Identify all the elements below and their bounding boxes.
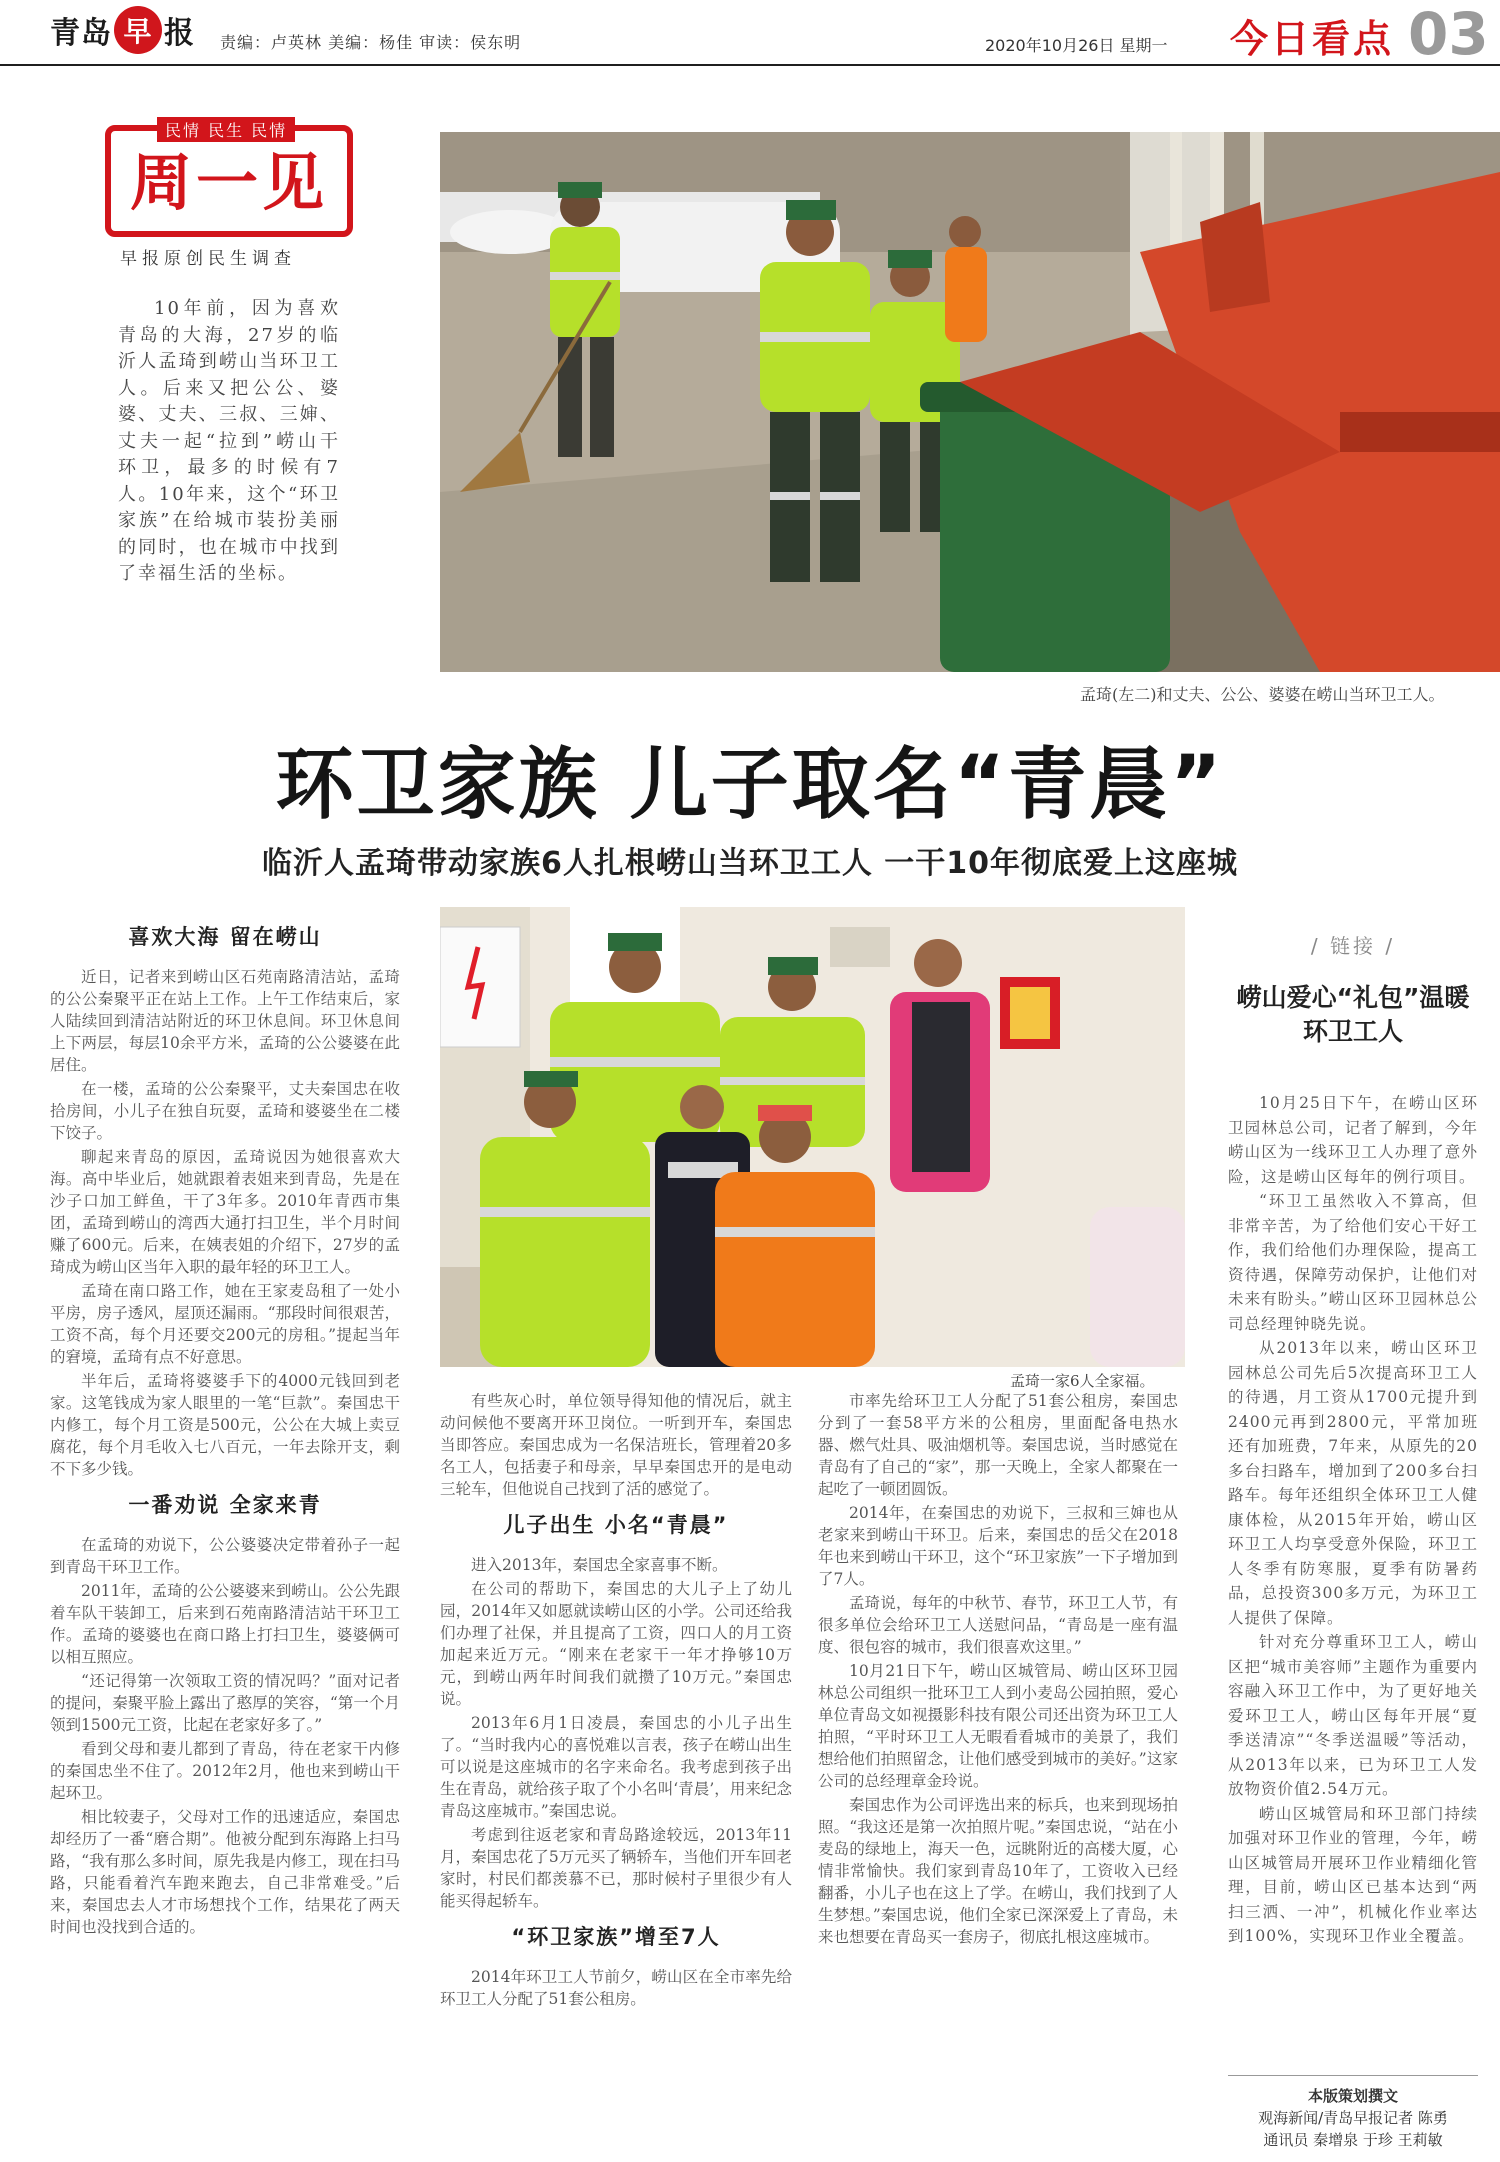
section-heading: 喜欢大海 留在崂山 bbox=[128, 925, 322, 949]
section-heading: 一番劝说 全家来青 bbox=[128, 1493, 322, 1517]
byline-contributors: 通讯员 秦增泉 于珍 王莉敏 bbox=[1263, 2131, 1443, 2149]
byline-heading: 本版策划撰文 bbox=[1307, 2087, 1398, 2105]
paragraph: 2014年环卫工人节前夕，崂山区在全市率先给环卫工人分配了51套公租房。 bbox=[440, 1968, 792, 2008]
sidebar-body bbox=[1228, 1091, 1478, 2106]
paragraph: 聊起来青岛的原因，孟琦说因为她很喜欢大海。高中毕业后，她就跟着表姐来到青岛，先是在沙子口加工鲜鱼，干了3年多。2010年青西市集团，孟琦到崂山的湾西大通打扫卫生，半个月时间赚了600元。后来，在姨表姐的介绍下，27岁的孟琦成为崂山区当年入职的最年轻的环卫工人。 bbox=[50, 1148, 400, 1276]
paragraph: 2014年，在秦国忠的劝说下，三叔和三婶也从老家来到崂山干环卫。后来，秦国忠的岳父在2018年也来到崂山干环卫，这个“环卫家族”一下子增加到了7人。 bbox=[818, 1504, 1178, 1588]
badge-title: 周一见 bbox=[129, 146, 328, 219]
main-headline: 环卫家族 儿子取名“青晨” bbox=[275, 740, 1225, 830]
logo-text-right: 报 bbox=[164, 16, 195, 51]
byline-reporter: 观海新闻/青岛早报记者 陈勇 bbox=[1258, 2109, 1448, 2127]
paragraph: 相比较妻子，父母对工作的迅速适应，秦国忠却经历了一番“磨合期”。他被分配到东海路上扫马路，“我有那么多时间，原先我是内修工，现在扫马路，只能看着汽车跑来跑去，自己非常难受。”后来，秦国忠去人才市场想找个工作，结果花了两天时间也没找到合适的。 bbox=[50, 1808, 400, 1936]
sidebar-title: 崂山爱心“礼包”温暖环卫工人 bbox=[1236, 983, 1470, 1046]
section-heading: “环卫家族”增至7人 bbox=[511, 1925, 721, 1949]
column-badge bbox=[105, 121, 353, 237]
paragraph: 在一楼，孟琦的公公秦聚平，丈夫秦国忠在收拾房间，小儿子在独自玩耍，孟琦和婆婆坐在二楼下饺子。 bbox=[50, 1080, 400, 1142]
paragraph: 针对充分尊重环卫工人，崂山区把“城市美容师”主题作为重要内容融入环卫工作中，为了更好地关爱环卫工人，崂山区每年开展“夏季送清凉”“冬季送温暖”等活动，从2013年以来，已为环卫工人发放物资价值2.54万元。 bbox=[1228, 1633, 1478, 1798]
sub-headline: 临沂人孟琦带动家族6人扎根崂山当环卫工人 一干10年彻底爱上这座城 bbox=[261, 846, 1239, 881]
byline-credits bbox=[1228, 2085, 1478, 2151]
paragraph: 考虑到往返老家和青岛路途较远，2013年11月，秦国忠花了5万元买了辆轿车，当他们开车回老家时，村民们都羡慕不已，那时候村子里很少有人能买得起轿车。 bbox=[440, 1826, 792, 1910]
family-photo-caption: 孟琦一家6人全家福。 bbox=[1010, 1372, 1155, 1390]
logo-text-left: 青岛 bbox=[50, 16, 112, 51]
intro-text: 10年前，因为喜欢青岛的大海，27岁的临沂人孟琦到崂山当环卫工人。后来又把公公、婆婆、丈夫、三叔、三婶、丈夫一起“拉到”崂山干环卫，最多的时候有7人。10年来，这个“环卫家族”在给城市装扮美丽的同时，也在城市中找到了幸福生活的坐标。 bbox=[118, 298, 340, 584]
badge-tags: 民情 民生 民情 bbox=[157, 117, 295, 142]
paragraph: 秦国忠作为公司评选出来的标兵，也来到现场拍照。“我这还是第一次拍照片呢。”秦国忠说，“站在小麦岛的绿地上，海天一色，远眺附近的高楼大厦，心情非常愉快。我们家到青岛10年了，工资收入已经翻番，小儿子也在这上了学。在崂山，我们找到了人生梦想。”秦国忠说，他们全家已深深爱上了青岛，未来也想要在青岛买一套房子，彻底扎根这座城市。 bbox=[818, 1796, 1178, 1946]
worker-orange bbox=[945, 216, 987, 342]
paragraph: 市率先给环卫工人分配了51套公租房，秦国忠分到了一套58平方米的公租房，里面配备电热水器、燃气灶具、吸油烟机等。秦国忠说，当时感觉在青岛有了自己的“家”，那一天晚上，全家人都聚在一起吃了一顿团圆饭。 bbox=[818, 1392, 1178, 1498]
paragraph: 看到父母和妻儿都到了青岛，待在老家干内修的秦国忠坐不住了。2012年2月，他也来到崂山干起环卫。 bbox=[50, 1740, 400, 1802]
paragraph: 从2013年以来，崂山区环卫园林总公司先后5次提高环卫工人的待遇，月工资从1700元提升到2400元再到2800元，平常加班还有加班费，7年来，从原先的20多台扫路车，增加到了200多台扫路车。每年还组织全体环卫工人健康体检，从2015年开始，崂山区环卫工人均享受意外保险，环卫工人冬季有防寒服，夏季有防暑药品，总投资300多万元，为环卫工人提供了保障。 bbox=[1228, 1339, 1478, 1627]
paragraph: 崂山区城管局和环卫部门持续加强对环卫作业的管理，今年，崂山区城管局开展环卫作业精细化管理，目前，崂山区已基本达到“两扫三洒、一冲”，机械化作业率达到100%，实现环卫作业全覆盖。 bbox=[1228, 1804, 1478, 1945]
sidebar-tag: / 链接 / bbox=[1310, 934, 1396, 958]
issue-date: 2020年10月26日 星期一 bbox=[985, 36, 1168, 55]
paragraph: 近日，记者来到崂山区石苑南路清洁站，孟琦的公公秦聚平正在站上工作。上午工作结束后，家人陆续回到清洁站附近的环卫休息间。环卫休息间上下两层，每层10余平方米，孟琦的公公婆婆在此居住。 bbox=[50, 968, 400, 1074]
section-title: 今日看点 bbox=[1230, 17, 1395, 61]
newspaper-logo[interactable] bbox=[50, 8, 195, 52]
paragraph: “还记得第一次领取工资的情况吗？”面对记者的提问，秦聚平脸上露出了憨厚的笑容，“第一个月领到1500元工资，比起在老家好多了。” bbox=[50, 1672, 400, 1734]
paragraph: 2011年，孟琦的公公婆婆来到崂山。公公先跟着车队干装卸工，后来到石苑南路清洁站干环卫工作。孟琦的婆婆也在商口路上打扫卫生，婆婆俩可以相互照应。 bbox=[50, 1582, 400, 1666]
page-number: 03 bbox=[1408, 0, 1489, 68]
article-column-2 bbox=[440, 1390, 792, 2162]
paragraph: 有些灰心时，单位领导得知他的情况后，就主动问候他不要离开环卫岗位。一听到开车，秦国忠当即答应。秦国忠成为一名保洁班长，管理着20多名工人，包括妻子和母亲，早早秦国忠开的是电动三轮车，但他说自己找到了活的感觉了。 bbox=[440, 1392, 792, 1498]
paragraph: “环卫工虽然收入不算高，但非常辛苦，为了给他们安心干好工作，我们给他们办理保险，提高工资待遇，保障劳动保护，让他们对未来有盼头。”崂山区环卫园林总公司总经理钟晓先说。 bbox=[1228, 1192, 1478, 1333]
paragraph: 半年后，孟琦将婆婆手下的4000元钱回到老家。这笔钱成为家人眼里的一笔“巨款”。秦国忠干内修工，每个月工资是500元，公公在大城上卖豆腐花，每个月毛收入七八百元，一年去除开支，剩不下多少钱。 bbox=[50, 1372, 400, 1478]
top-photo bbox=[440, 132, 1500, 672]
section-heading: 儿子出生 小名“青晨” bbox=[503, 1513, 729, 1537]
logo-mark-icon: 早 bbox=[114, 6, 162, 54]
top-photo-caption: 孟琦(左二)和丈夫、公公、婆婆在崂山当环卫工人。 bbox=[1080, 685, 1445, 704]
paragraph: 孟琦说，每年的中秋节、春节，环卫工人节，有很多单位会给环卫工人送慰问品，“青岛是一座有温度、很包容的城市，我们很喜欢这里。” bbox=[818, 1594, 1178, 1656]
sidebar-divider bbox=[1228, 2075, 1478, 2076]
editor-credits: 责编：卢英林 美编：杨佳 审读：侯东明 bbox=[220, 33, 522, 52]
paragraph: 10月25日下午，在崂山区环卫园林总公司，记者了解到，今年崂山区为一线环卫工人办理了意外险，这是崂山区每年的例行项目。 bbox=[1228, 1094, 1478, 1186]
paragraph: 2013年6月1日凌晨，秦国忠的小儿子出生了。“当时我内心的喜悦难以言表，孩子在崂山出生可以说是这座城市的名字来命名。我考虑到孩子出生在青岛，就给孩子取了个小名叫‘青晨’，用来纪念青岛这座城市。”秦国忠说。 bbox=[440, 1714, 792, 1820]
paragraph: 在公司的帮助下，秦国忠的大儿子上了幼儿园，2014年又如愿就读崂山区的小学。公司还给我们办理了社保，并且提高了工资，四口人的月工资加起来近万元。“刚来在老家干一年才挣够10万元，到崂山两年时间我们就攒了10万元。”秦国忠说。 bbox=[440, 1580, 792, 1708]
article-column-3 bbox=[818, 1390, 1178, 2162]
paragraph: 进入2013年，秦国忠全家喜事不断。 bbox=[471, 1556, 728, 1574]
masthead bbox=[0, 0, 1500, 66]
sidebar-link-article bbox=[1228, 930, 1478, 2106]
paragraph: 在孟琦的劝说下，公公婆婆决定带着孙子一起到青岛干环卫工作。 bbox=[50, 1536, 400, 1576]
paragraph: 10月21日下午，崂山区城管局、崂山区环卫园林总公司组织一批环卫工人到小麦岛公园拍照，爱心单位青岛文如视摄影科技有限公司还出资为环卫工人拍照，“平时环卫工人无暇看看城市的美景了，我们想给他们拍照留念，让他们感受到城市的美好。”这家公司的总经理章金玲说。 bbox=[818, 1662, 1178, 1790]
paragraph: 孟琦在南口路工作，她在王家麦岛租了一处小平房，房子透风，屋顶还漏雨。“那段时间很艰苦，工资不高，每个月还要交200元的房租。”提起当年的窘境，孟琦有点不好意思。 bbox=[50, 1282, 400, 1366]
family-photo bbox=[440, 907, 1185, 1367]
badge-subtitle: 早报原创民生调查 bbox=[120, 249, 296, 269]
article-column-1 bbox=[50, 912, 400, 2162]
